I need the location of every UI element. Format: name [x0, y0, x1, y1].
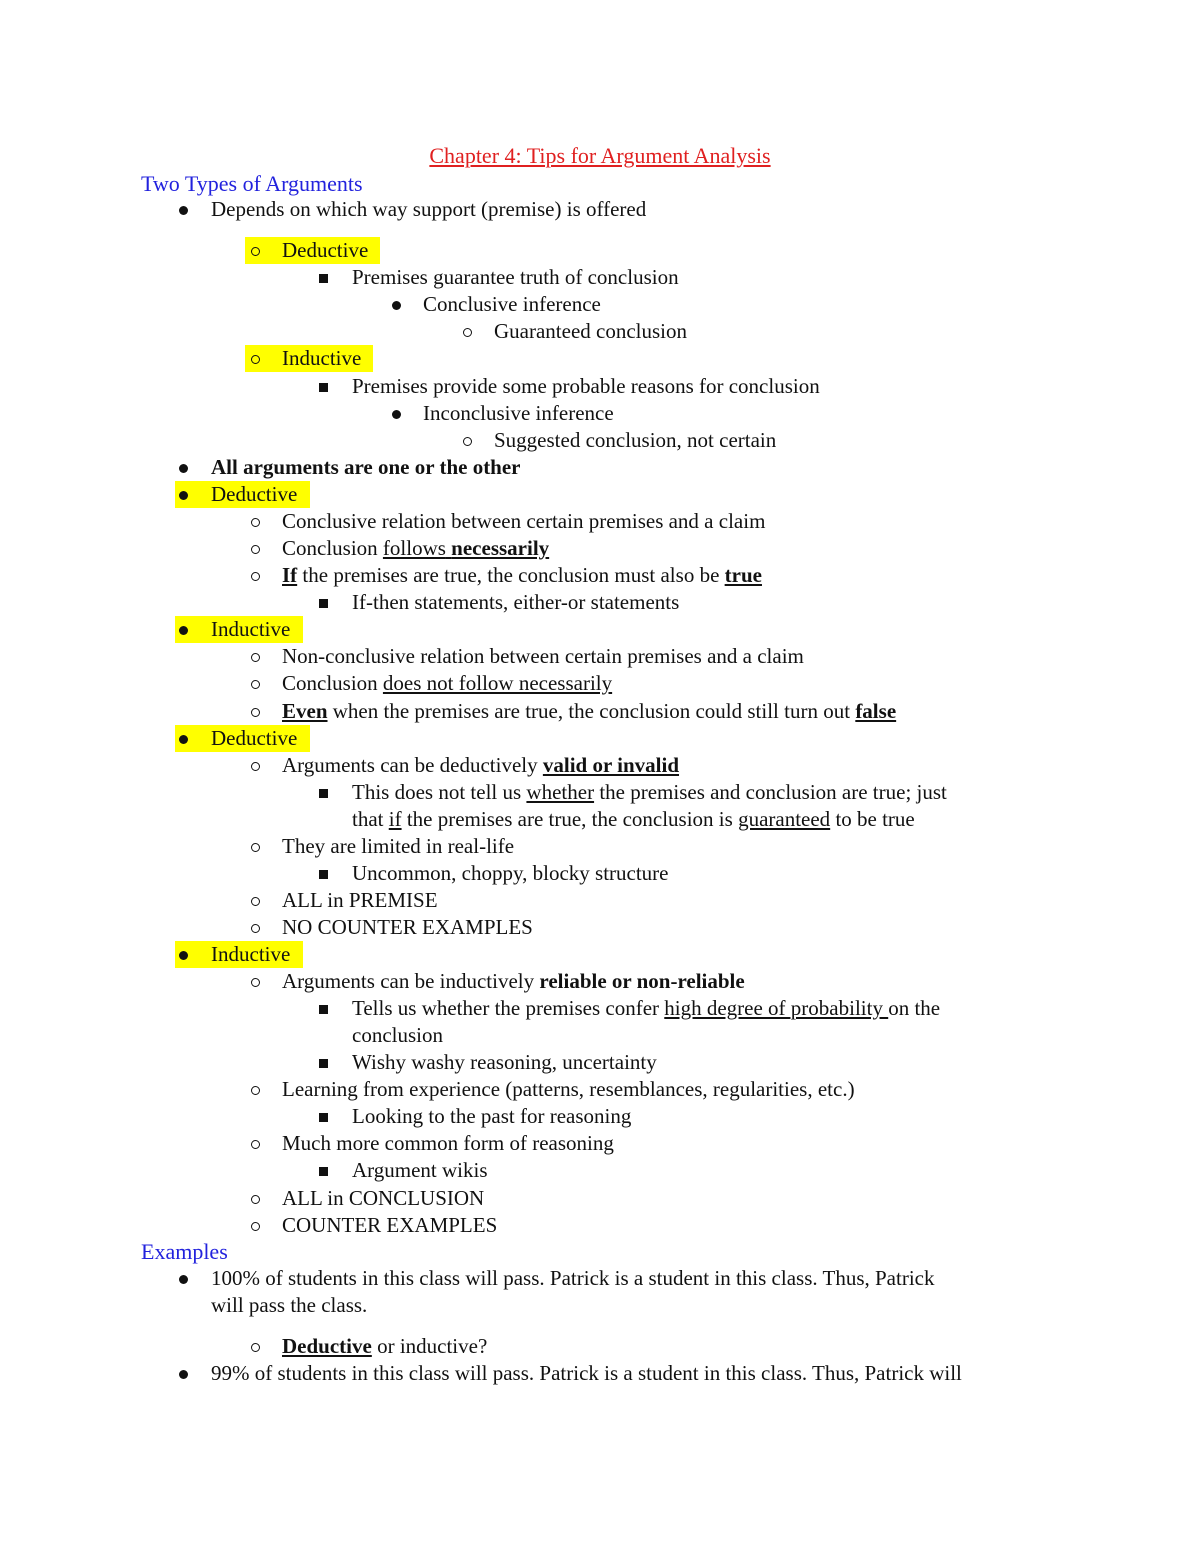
- bullet-circle-icon: [251, 1086, 260, 1095]
- section-heading-types: Two Types of Arguments: [141, 171, 363, 196]
- bullet-circle-icon: [251, 762, 260, 771]
- bullet-circle-icon: [251, 653, 260, 662]
- bullet-circle-icon: [463, 328, 472, 337]
- bullet-dot-icon: [392, 301, 401, 310]
- bullet-square-icon: [319, 1059, 328, 1068]
- bullet-dot-icon: [179, 735, 188, 744]
- bullet-square-icon: [319, 789, 328, 798]
- bullet-circle-icon: [251, 545, 260, 554]
- bullet-dot-icon: [392, 410, 401, 419]
- bullet-dot-icon: [179, 1275, 188, 1284]
- bullet-square-icon: [319, 1167, 328, 1176]
- bullet-circle-icon: [463, 437, 472, 446]
- page-title: Chapter 4: Tips for Argument Analysis: [429, 143, 771, 168]
- bullet-square-icon: [319, 599, 328, 608]
- bullet-dot-icon: [179, 626, 188, 635]
- bullet-circle-icon: [251, 1195, 260, 1204]
- document-page: Chapter 4: Tips for Argument Analysis Two Types of Arguments Depends on which way support (premise) is offered Deductive Premises guarantee truth of conclusion Conclusive inference Guaranteed conclusion Inductive Premises provide some probable reasons for conclusion Inconclusive inference Suggested conclusion, not certain All arguments are one or the other Deductive Conclusive relation between certain premises and a claim Conclusion follows necessarily If the premises are true, the conclusion must also be true If-then statements, either-or statements Inductive Non-conclusive relation between certain premises and a claim Conclusion does not follow necessarily Even when the premises are true, the conclusion could still turn out false Deductive Arguments can be deductively valid or invalid This does not tell us whether the premises and conclusion are true; just that if the premises are true, the conclusion is guaranteed to be true They are limited in real-life Uncommon, choppy, blocky structure ALL in PREMISE NO COUNTER EXAMPLES Inductive Arguments can be inductively reliable or non-reliable Tells us whether the premises confer high degree of probability on the conclusion Wishy washy reasoning, uncertainty Learning from experience (patterns, resemblances, regularities, etc.) Looking to the past for reasoning Much more common form of reasoning Argument wikis ALL in CONCLUSION COUNTER EXAMPLES Examples 100% of students in this class will pass. Patrick is a student in this class. Thus, Patrick will pass the class. Deductive or inductive? 99% of students in this class will pass. Patrick is a student in this class. Thus, Patrick will: [0, 0, 1200, 1553]
- bullet-square-icon: [319, 383, 328, 392]
- bullet-dot-icon: [179, 464, 188, 473]
- bullet-circle-icon: [251, 897, 260, 906]
- bullet-circle-icon: [251, 247, 260, 256]
- bullet-dot-icon: [179, 491, 188, 500]
- bullet-dot-icon: [179, 206, 188, 215]
- bullet-circle-icon: [251, 843, 260, 852]
- bullet-circle-icon: [251, 1222, 260, 1231]
- bullet-square-icon: [319, 1113, 328, 1122]
- bullet-square-icon: [319, 274, 328, 283]
- bullet-dot-icon: [179, 951, 188, 960]
- bullet-square-icon: [319, 870, 328, 879]
- bullet-circle-icon: [251, 708, 260, 717]
- bullet-circle-icon: [251, 680, 260, 689]
- section-heading-examples: Examples: [141, 1239, 228, 1264]
- bullet-circle-icon: [251, 355, 260, 364]
- bullet-circle-icon: [251, 1343, 260, 1352]
- bullet-circle-icon: [251, 518, 260, 527]
- bullet-circle-icon: [251, 924, 260, 933]
- bullet-dot-icon: [179, 1370, 188, 1379]
- bullet-circle-icon: [251, 978, 260, 987]
- bullet-circle-icon: [251, 572, 260, 581]
- bullet-circle-icon: [251, 1140, 260, 1149]
- bullet-square-icon: [319, 1005, 328, 1014]
